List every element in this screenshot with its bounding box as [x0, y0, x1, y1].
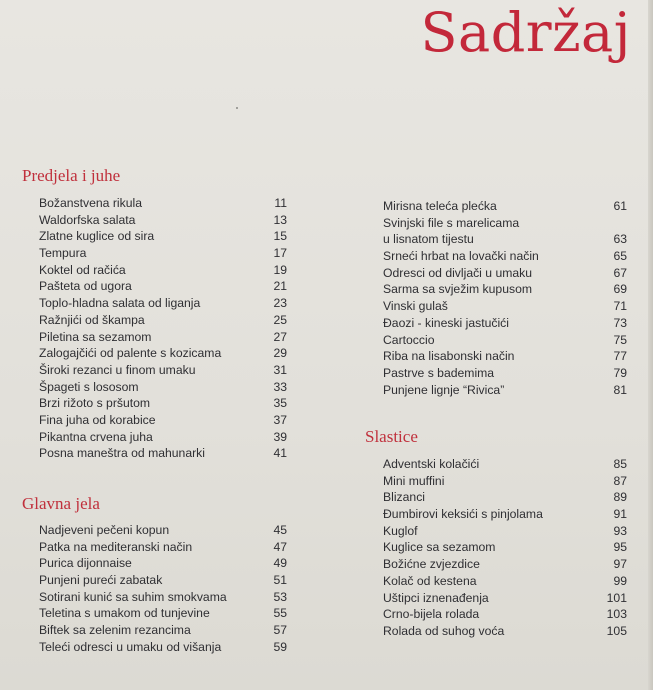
toc-entry	[383, 523, 627, 540]
toc-entry-page: 29	[273, 346, 287, 361]
toc-entry-page: 27	[273, 329, 287, 344]
toc-entry	[383, 506, 627, 523]
toc-entry	[39, 362, 287, 379]
toc-entry-page: 39	[273, 429, 287, 444]
toc-entry-title: Ražnjići od škampa	[39, 312, 145, 327]
toc-entry-title: Pikantna crvena juha	[39, 429, 153, 444]
toc-entry-title: Sarma sa svježim kupusom	[383, 282, 533, 297]
toc-entry-title: Teleći odresci u umaku od višanja	[39, 639, 222, 654]
toc-entry	[383, 315, 627, 332]
toc-entry-page: 79	[613, 365, 627, 380]
toc-entry	[39, 589, 287, 606]
toc-entry-title: Riba na lisabonski način	[383, 349, 515, 364]
toc-entry-page: 89	[613, 490, 627, 505]
toc-entry-page: 65	[613, 249, 627, 264]
toc-entry-page: 95	[613, 540, 627, 555]
toc-entry	[383, 365, 627, 382]
toc-entry	[383, 332, 627, 349]
toc-entry	[39, 329, 287, 346]
toc-entry-title: Kuglice sa sezamom	[383, 540, 496, 555]
toc-entry	[39, 622, 287, 639]
toc-entry-page: 99	[613, 573, 627, 588]
toc-entry-page: 47	[273, 539, 287, 554]
toc-entry-page: 103	[606, 607, 627, 622]
toc-entry	[383, 248, 627, 265]
toc-entry-title: Purica dijonnaise	[39, 556, 132, 571]
toc-entry-title: Đaozi - kineski jastučići	[383, 315, 509, 330]
toc-entry	[383, 198, 627, 215]
toc-entry	[39, 212, 287, 229]
toc-entry-page: 17	[273, 246, 287, 261]
toc-entry-title: Brzi rižoto s pršutom	[39, 396, 151, 411]
toc-entry-title: Srneći hrbat na lovački način	[383, 249, 539, 264]
toc-entry	[383, 489, 627, 506]
paper-speck	[236, 107, 238, 109]
toc-entry-title: Blizanci	[383, 490, 425, 505]
toc-entry	[383, 573, 627, 590]
toc-entry-title: Svinjski file s marelicama	[383, 215, 520, 230]
toc-entry	[383, 265, 627, 282]
toc-entry-page: 73	[613, 315, 627, 330]
toc-entry-title: Patka na mediteranski način	[39, 539, 193, 554]
toc-entry	[39, 412, 287, 429]
toc-entry-title: Kuglof	[383, 523, 418, 538]
toc-entry-page: 85	[613, 457, 627, 471]
toc-entry-title: Pastrve s bademima	[383, 365, 495, 380]
toc-entry-page: 75	[613, 332, 627, 347]
toc-entry-page: 19	[273, 262, 287, 277]
toc-entry-page: 49	[273, 556, 287, 571]
toc-entry	[383, 298, 627, 315]
toc-entry-page: 91	[613, 507, 627, 522]
toc-entry-title: Piletina sa sezamom	[39, 329, 152, 344]
toc-entry-page: 11	[274, 196, 287, 210]
toc-entry-title: Đumbirovi keksići s pinjolama	[383, 507, 543, 522]
page-title: Sadržaj	[420, 1, 631, 64]
toc-entry-page: 33	[273, 379, 287, 394]
toc-entry-page: 53	[273, 589, 287, 604]
toc-entry	[383, 539, 627, 556]
toc-entry	[383, 590, 627, 607]
toc-entry-title: Sotirani kunić sa suhim smokvama	[39, 589, 227, 604]
toc-entry	[383, 382, 627, 399]
toc-entry-title: Vinski gulaš	[383, 299, 448, 314]
toc-entry-title: Tempura	[39, 246, 87, 261]
toc-entry-title: Biftek sa zelenim rezancima	[39, 623, 191, 638]
toc-entry	[39, 395, 287, 412]
toc-entry-title: Božanstvena rikula	[39, 196, 142, 210]
toc-entry-page: 21	[273, 279, 287, 294]
toc-entry	[39, 572, 287, 589]
toc-entry-page: 15	[273, 229, 287, 244]
toc-entry-title: Mini muffini	[383, 473, 445, 488]
toc-entry	[39, 245, 287, 262]
toc-list-glavna-continued	[383, 198, 627, 398]
toc-entry-page: 101	[606, 590, 627, 605]
toc-entry-page: 97	[613, 557, 627, 572]
toc-entry-page: 45	[273, 523, 287, 537]
toc-entry-page: 13	[273, 212, 287, 227]
toc-entry-page: 57	[273, 623, 287, 638]
toc-list-slastice	[383, 456, 627, 640]
toc-entry	[383, 456, 627, 473]
toc-entry-page: 55	[273, 606, 287, 621]
toc-entry-page: 41	[273, 446, 287, 461]
toc-entry-title: Cartoccio	[383, 332, 435, 347]
toc-entry-title: Fina juha od korabice	[39, 412, 156, 427]
section-heading-slastice: Slastice	[365, 427, 418, 446]
toc-entry-title: Rolada od suhog voća	[383, 623, 505, 638]
section-heading-glavna: Glavna jela	[22, 494, 100, 513]
toc-list-glavna	[39, 522, 287, 656]
toc-entry-page: 25	[273, 312, 287, 327]
toc-entry-page: 67	[613, 265, 627, 280]
toc-entry-page: 93	[613, 523, 627, 538]
toc-entry	[39, 262, 287, 279]
toc-entry-title: u lisnatom tijestu	[383, 232, 474, 247]
toc-entry	[383, 281, 627, 298]
toc-entry-title: Kolač od kestena	[383, 573, 477, 588]
toc-entry	[39, 429, 287, 446]
toc-entry	[39, 445, 287, 462]
toc-entry-title: Waldorfska salata	[39, 212, 136, 227]
toc-entry	[39, 379, 287, 396]
toc-entry	[383, 473, 627, 490]
toc-entry-title: Crno-bijela rolada	[383, 607, 480, 622]
toc-entry-title: Zalogajčići od palente s kozicama	[39, 346, 222, 361]
toc-list-predjela	[39, 195, 287, 462]
toc-entry-title: Zlatne kuglice od sira	[39, 229, 155, 244]
toc-entry-title: Pašteta od ugora	[39, 279, 132, 294]
toc-entry-title: Teletina s umakom od tunjevine	[39, 606, 210, 621]
toc-entry-page: 105	[606, 623, 627, 638]
toc-entry	[39, 345, 287, 362]
toc-entry	[39, 522, 287, 539]
toc-entry-title: Toplo-hladna salata od liganja	[39, 296, 201, 311]
toc-entry	[39, 605, 287, 622]
toc-entry-page: 61	[613, 199, 627, 213]
toc-entry-page: 51	[273, 573, 287, 588]
toc-entry	[383, 348, 627, 365]
toc-entry-page: 59	[273, 639, 287, 654]
toc-entry	[383, 623, 627, 640]
toc-entry-page: 69	[613, 282, 627, 297]
toc-entry-title: Adventski kolačići	[383, 457, 480, 471]
toc-entry-title: Nadjeveni pečeni kopun	[39, 523, 170, 537]
toc-entry-page: 63	[613, 232, 627, 247]
toc-entry-page: 35	[273, 396, 287, 411]
toc-entry	[39, 312, 287, 329]
toc-entry-page: 23	[273, 296, 287, 311]
toc-entry	[39, 539, 287, 556]
toc-entry-title: Božićne zvjezdice	[383, 557, 480, 572]
toc-entry-page: 71	[613, 299, 627, 314]
toc-entry	[39, 555, 287, 572]
toc-entry-page: 31	[273, 362, 287, 377]
toc-entry-page: 77	[613, 349, 627, 364]
toc-entry-page: 81	[613, 382, 627, 397]
toc-entry	[39, 278, 287, 295]
toc-entry	[39, 639, 287, 656]
toc-entry-title: Široki rezanci u finom umaku	[39, 362, 196, 377]
toc-entry-title: Mirisna teleća plećka	[383, 199, 497, 213]
toc-entry-title: Odresci od divljači u umaku	[383, 265, 533, 280]
toc-entry	[383, 215, 627, 232]
toc-entry-title: Koktel od račića	[39, 262, 126, 277]
toc-entry	[39, 228, 287, 245]
toc-entry-page: 87	[613, 473, 627, 488]
toc-entry-page: 37	[273, 412, 287, 427]
toc-entry	[383, 231, 627, 248]
toc-entry	[383, 556, 627, 573]
toc-entry	[39, 195, 287, 212]
toc-entry-title: Špageti s lososom	[39, 379, 139, 394]
toc-entry-title: Uštipci iznenađenja	[383, 590, 489, 605]
toc-entry	[39, 295, 287, 312]
toc-entry	[383, 606, 627, 623]
page-edge	[648, 0, 653, 690]
section-heading-predjela: Predjela i juhe	[22, 166, 121, 185]
toc-entry-title: Punjeni pureći zabatak	[39, 573, 163, 588]
toc-entry-title: Posna maneštra od mahunarki	[39, 446, 205, 461]
toc-entry-title: Punjene lignje “Rivica”	[383, 382, 505, 397]
